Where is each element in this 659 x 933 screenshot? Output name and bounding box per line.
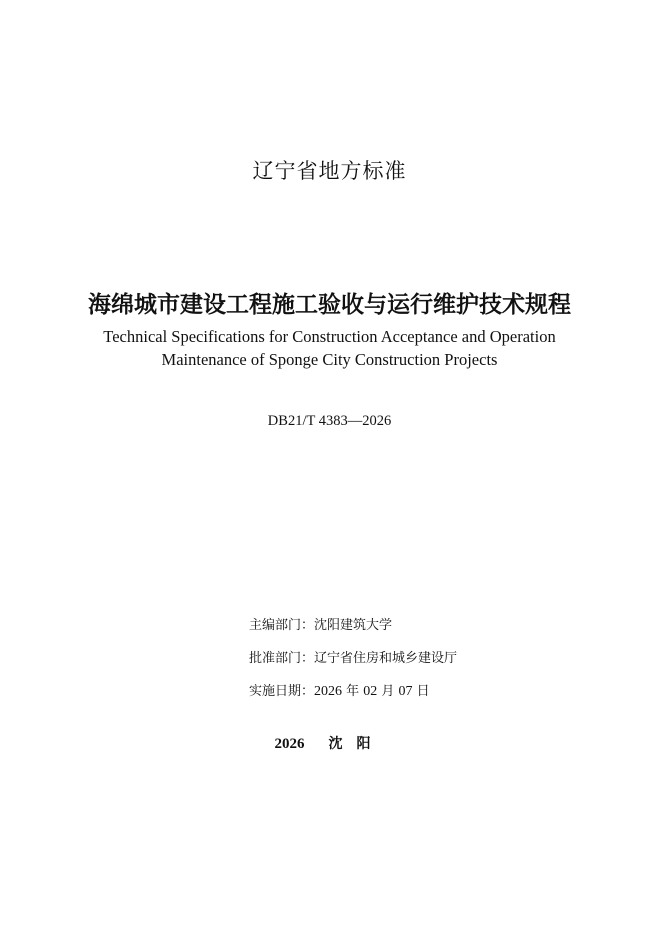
publication-info [249,616,457,715]
date-month: 02 [363,684,378,699]
date-year: 2026 [314,684,343,699]
title-english [0,325,659,371]
editor-value: 沈阳建筑大学 [314,618,393,633]
date-label: 实施日期： [249,684,315,699]
footer-year: 2026 [274,736,305,752]
standard-category: 辽宁省地方标准 [252,159,407,183]
standard-code: DB21/T 4383—2026 [267,413,392,429]
editor-row [249,616,457,649]
date-day-unit: 日 [412,684,430,699]
title-chinese: 海绵城市建设工程施工验收与运行维护技术规程 [88,292,571,318]
date-month-unit: 月 [377,684,399,699]
approver-row [249,649,457,682]
footer [0,733,659,753]
approver-label: 批准部门： [249,651,315,666]
editor-label: 主编部门： [249,618,315,633]
effective-date-row [249,682,457,715]
approver-value: 辽宁省住房和城乡建设厅 [314,651,458,666]
date-year-unit: 年 [342,684,364,699]
title-english-line-1: Technical Specifications for Construction Acceptance and Operation [103,327,556,346]
date-day: 07 [398,684,413,699]
title-english-line-2: Maintenance of Sponge City Construction Projects [161,350,498,369]
footer-city: 沈阳 [328,736,385,752]
